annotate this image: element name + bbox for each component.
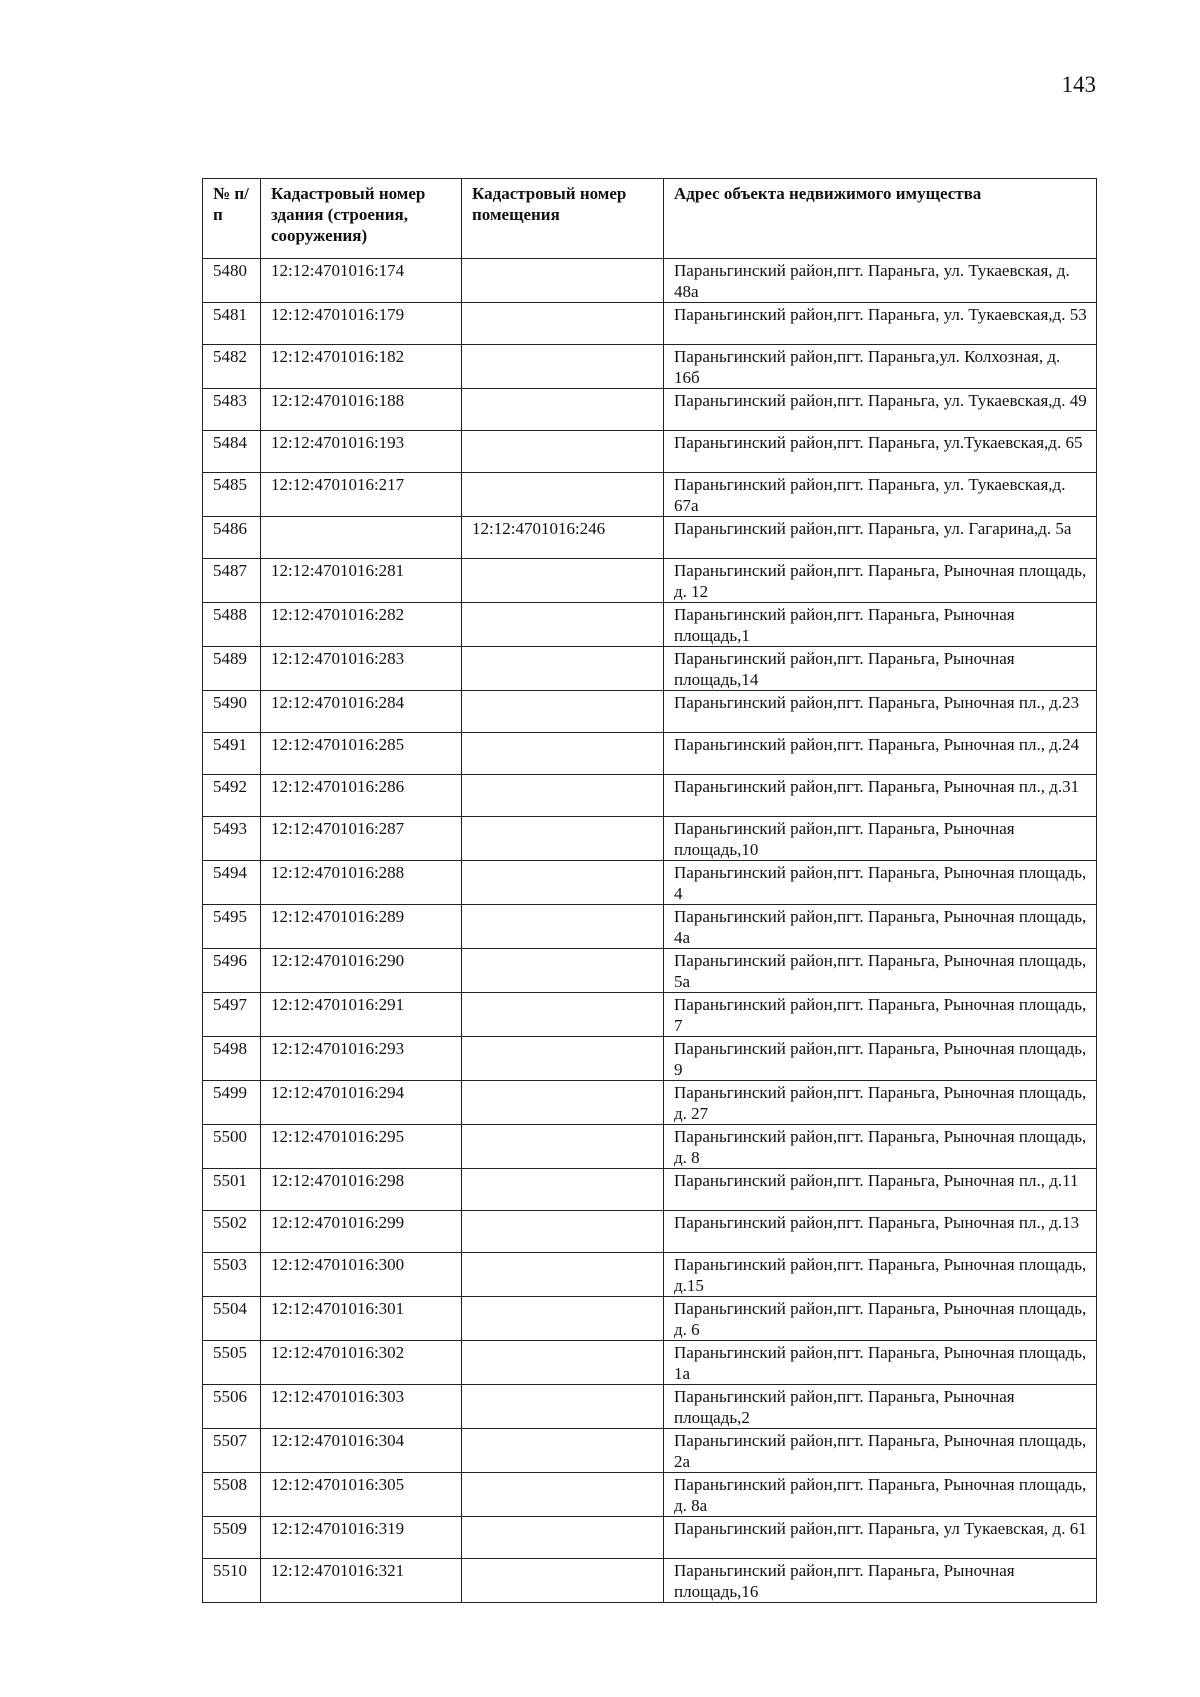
cell-building-cadastral: 12:12:4701016:303 bbox=[261, 1385, 462, 1429]
cell-number: 5488 bbox=[203, 603, 261, 647]
cell-number: 5481 bbox=[203, 303, 261, 345]
table-row bbox=[203, 817, 1097, 861]
table-row bbox=[203, 733, 1097, 775]
cell-premises-cadastral bbox=[462, 775, 664, 817]
cell-address: Параньгинский район,пгт. Параньга, Рыночная площадь, д. 12 bbox=[664, 559, 1097, 603]
cell-building-cadastral: 12:12:4701016:293 bbox=[261, 1037, 462, 1081]
cell-premises-cadastral bbox=[462, 691, 664, 733]
cell-number: 5510 bbox=[203, 1559, 261, 1603]
cell-premises-cadastral bbox=[462, 259, 664, 303]
cell-building-cadastral: 12:12:4701016:294 bbox=[261, 1081, 462, 1125]
cell-number: 5493 bbox=[203, 817, 261, 861]
cell-building-cadastral: 12:12:4701016:291 bbox=[261, 993, 462, 1037]
table-header-row bbox=[203, 179, 1097, 259]
cell-address: Параньгинский район,пгт. Параньга, Рыночная пл., д.31 bbox=[664, 775, 1097, 817]
cell-premises-cadastral bbox=[462, 1125, 664, 1169]
cell-address: Параньгинский район,пгт. Параньга, Рыночная площадь, д. 8а bbox=[664, 1473, 1097, 1517]
cell-premises-cadastral: 12:12:4701016:246 bbox=[462, 517, 664, 559]
cell-premises-cadastral bbox=[462, 431, 664, 473]
cell-number: 5500 bbox=[203, 1125, 261, 1169]
cell-number: 5489 bbox=[203, 647, 261, 691]
cell-address: Параньгинский район,пгт. Параньга, Рыночная площадь,14 bbox=[664, 647, 1097, 691]
cell-building-cadastral: 12:12:4701016:290 bbox=[261, 949, 462, 993]
table-row bbox=[203, 1211, 1097, 1253]
table-row bbox=[203, 647, 1097, 691]
cell-building-cadastral: 12:12:4701016:281 bbox=[261, 559, 462, 603]
cell-premises-cadastral bbox=[462, 993, 664, 1037]
table-row bbox=[203, 1037, 1097, 1081]
cell-building-cadastral: 12:12:4701016:319 bbox=[261, 1517, 462, 1559]
cell-building-cadastral: 12:12:4701016:193 bbox=[261, 431, 462, 473]
cell-building-cadastral: 12:12:4701016:282 bbox=[261, 603, 462, 647]
cell-premises-cadastral bbox=[462, 1341, 664, 1385]
cell-building-cadastral: 12:12:4701016:287 bbox=[261, 817, 462, 861]
cell-building-cadastral: 12:12:4701016:305 bbox=[261, 1473, 462, 1517]
cell-address: Параньгинский район,пгт. Параньга, ул. Гагарина,д. 5а bbox=[664, 517, 1097, 559]
table-row bbox=[203, 1517, 1097, 1559]
cell-premises-cadastral bbox=[462, 1473, 664, 1517]
cell-premises-cadastral bbox=[462, 389, 664, 431]
cell-building-cadastral bbox=[261, 517, 462, 559]
cell-premises-cadastral bbox=[462, 949, 664, 993]
cell-address: Параньгинский район,пгт. Параньга, ул.Тукаевская,д. 65 bbox=[664, 431, 1097, 473]
cell-address: Параньгинский район,пгт. Параньга, ул. Тукаевская,д. 67а bbox=[664, 473, 1097, 517]
cell-number: 5492 bbox=[203, 775, 261, 817]
cell-number: 5499 bbox=[203, 1081, 261, 1125]
table-row bbox=[203, 1429, 1097, 1473]
cell-number: 5504 bbox=[203, 1297, 261, 1341]
cell-number: 5507 bbox=[203, 1429, 261, 1473]
cell-building-cadastral: 12:12:4701016:284 bbox=[261, 691, 462, 733]
cell-address: Параньгинский район,пгт. Параньга, Рыночная пл., д.24 bbox=[664, 733, 1097, 775]
cell-number: 5494 bbox=[203, 861, 261, 905]
cell-number: 5509 bbox=[203, 1517, 261, 1559]
cell-building-cadastral: 12:12:4701016:283 bbox=[261, 647, 462, 691]
cell-premises-cadastral bbox=[462, 817, 664, 861]
table-row bbox=[203, 259, 1097, 303]
cell-building-cadastral: 12:12:4701016:300 bbox=[261, 1253, 462, 1297]
cell-premises-cadastral bbox=[462, 1037, 664, 1081]
cell-number: 5482 bbox=[203, 345, 261, 389]
table-row bbox=[203, 559, 1097, 603]
cell-address: Параньгинский район,пгт. Параньга, Рыночная площадь, 4а bbox=[664, 905, 1097, 949]
cell-premises-cadastral bbox=[462, 647, 664, 691]
cell-premises-cadastral bbox=[462, 1559, 664, 1603]
cell-premises-cadastral bbox=[462, 345, 664, 389]
cell-address: Параньгинский район,пгт. Параньга, Рыночная площадь, 2а bbox=[664, 1429, 1097, 1473]
table-row bbox=[203, 345, 1097, 389]
table-row bbox=[203, 949, 1097, 993]
table-body bbox=[203, 259, 1097, 1603]
table-row bbox=[203, 431, 1097, 473]
table-row bbox=[203, 473, 1097, 517]
cell-address: Параньгинский район,пгт. Параньга, ул. Тукаевская, д. 48а bbox=[664, 259, 1097, 303]
cell-premises-cadastral bbox=[462, 603, 664, 647]
cell-number: 5496 bbox=[203, 949, 261, 993]
table-row bbox=[203, 1253, 1097, 1297]
cell-premises-cadastral bbox=[462, 1429, 664, 1473]
cell-building-cadastral: 12:12:4701016:299 bbox=[261, 1211, 462, 1253]
cell-building-cadastral: 12:12:4701016:295 bbox=[261, 1125, 462, 1169]
header-number: № п/п bbox=[203, 179, 261, 259]
cell-building-cadastral: 12:12:4701016:285 bbox=[261, 733, 462, 775]
cell-premises-cadastral bbox=[462, 559, 664, 603]
cell-premises-cadastral bbox=[462, 303, 664, 345]
cell-building-cadastral: 12:12:4701016:174 bbox=[261, 259, 462, 303]
cell-premises-cadastral bbox=[462, 1385, 664, 1429]
cell-premises-cadastral bbox=[462, 733, 664, 775]
table-row bbox=[203, 517, 1097, 559]
table-row bbox=[203, 1559, 1097, 1603]
cell-building-cadastral: 12:12:4701016:182 bbox=[261, 345, 462, 389]
cell-address: Параньгинский район,пгт. Параньга, ул Тукаевская, д. 61 bbox=[664, 1517, 1097, 1559]
table-row bbox=[203, 389, 1097, 431]
table-row bbox=[203, 1297, 1097, 1341]
cell-building-cadastral: 12:12:4701016:289 bbox=[261, 905, 462, 949]
cell-address: Параньгинский район,пгт. Параньга, ул. Тукаевская,д. 49 bbox=[664, 389, 1097, 431]
cell-address: Параньгинский район,пгт. Параньга, Рыночная площадь, 1а bbox=[664, 1341, 1097, 1385]
header-address: Адрес объекта недвижимого имущества bbox=[664, 179, 1097, 259]
cell-address: Параньгинский район,пгт. Параньга, Рыночная площадь, д. 8 bbox=[664, 1125, 1097, 1169]
cell-address: Параньгинский район,пгт. Параньга, Рыночная площадь, 4 bbox=[664, 861, 1097, 905]
cell-premises-cadastral bbox=[462, 1517, 664, 1559]
cell-premises-cadastral bbox=[462, 1081, 664, 1125]
cell-address: Параньгинский район,пгт. Параньга, ул. Тукаевская,д. 53 bbox=[664, 303, 1097, 345]
cell-building-cadastral: 12:12:4701016:217 bbox=[261, 473, 462, 517]
table-row bbox=[203, 603, 1097, 647]
header-building-cadastral: Кадастровый номер здания (строения, сооружения) bbox=[261, 179, 462, 259]
cell-address: Параньгинский район,пгт. Параньга, Рыночная площадь,1 bbox=[664, 603, 1097, 647]
cell-number: 5495 bbox=[203, 905, 261, 949]
cell-number: 5497 bbox=[203, 993, 261, 1037]
cell-number: 5484 bbox=[203, 431, 261, 473]
cell-premises-cadastral bbox=[462, 1211, 664, 1253]
cell-address: Параньгинский район,пгт. Параньга,ул. Колхозная, д. 16б bbox=[664, 345, 1097, 389]
table-row bbox=[203, 905, 1097, 949]
property-table bbox=[202, 178, 1097, 1603]
table-row bbox=[203, 993, 1097, 1037]
cell-number: 5487 bbox=[203, 559, 261, 603]
header-premises-cadastral: Кадастровый номер помещения bbox=[462, 179, 664, 259]
cell-number: 5486 bbox=[203, 517, 261, 559]
cell-building-cadastral: 12:12:4701016:286 bbox=[261, 775, 462, 817]
cell-address: Параньгинский район,пгт. Параньга, Рыночная площадь,2 bbox=[664, 1385, 1097, 1429]
cell-address: Параньгинский район,пгт. Параньга, Рыночная площадь,10 bbox=[664, 817, 1097, 861]
cell-address: Параньгинский район,пгт. Параньга, Рыночная пл., д.13 bbox=[664, 1211, 1097, 1253]
cell-number: 5503 bbox=[203, 1253, 261, 1297]
cell-building-cadastral: 12:12:4701016:302 bbox=[261, 1341, 462, 1385]
cell-number: 5502 bbox=[203, 1211, 261, 1253]
cell-address: Параньгинский район,пгт. Параньга, Рыночная пл., д.23 bbox=[664, 691, 1097, 733]
table-row bbox=[203, 1169, 1097, 1211]
cell-premises-cadastral bbox=[462, 1169, 664, 1211]
table-row bbox=[203, 303, 1097, 345]
page-number: 143 bbox=[1061, 72, 1096, 97]
cell-premises-cadastral bbox=[462, 473, 664, 517]
cell-building-cadastral: 12:12:4701016:188 bbox=[261, 389, 462, 431]
cell-address: Параньгинский район,пгт. Параньга, Рыночная площадь,16 bbox=[664, 1559, 1097, 1603]
table-row bbox=[203, 691, 1097, 733]
cell-number: 5480 bbox=[203, 259, 261, 303]
cell-number: 5485 bbox=[203, 473, 261, 517]
cell-number: 5505 bbox=[203, 1341, 261, 1385]
table-row bbox=[203, 1081, 1097, 1125]
cell-number: 5508 bbox=[203, 1473, 261, 1517]
table-row bbox=[203, 1473, 1097, 1517]
table-row bbox=[203, 1125, 1097, 1169]
cell-number: 5506 bbox=[203, 1385, 261, 1429]
cell-building-cadastral: 12:12:4701016:179 bbox=[261, 303, 462, 345]
cell-address: Параньгинский район,пгт. Параньга, Рыночная площадь, д. 6 bbox=[664, 1297, 1097, 1341]
cell-address: Параньгинский район,пгт. Параньга, Рыночная площадь, д. 27 bbox=[664, 1081, 1097, 1125]
cell-premises-cadastral bbox=[462, 905, 664, 949]
cell-number: 5483 bbox=[203, 389, 261, 431]
cell-building-cadastral: 12:12:4701016:288 bbox=[261, 861, 462, 905]
table-row bbox=[203, 775, 1097, 817]
cell-building-cadastral: 12:12:4701016:321 bbox=[261, 1559, 462, 1603]
cell-number: 5491 bbox=[203, 733, 261, 775]
cell-building-cadastral: 12:12:4701016:301 bbox=[261, 1297, 462, 1341]
cell-number: 5490 bbox=[203, 691, 261, 733]
cell-premises-cadastral bbox=[462, 1297, 664, 1341]
cell-address: Параньгинский район,пгт. Параньга, Рыночная площадь, д.15 bbox=[664, 1253, 1097, 1297]
cell-building-cadastral: 12:12:4701016:298 bbox=[261, 1169, 462, 1211]
table-row bbox=[203, 1341, 1097, 1385]
cell-premises-cadastral bbox=[462, 861, 664, 905]
table-row bbox=[203, 1385, 1097, 1429]
cell-address: Параньгинский район,пгт. Параньга, Рыночная площадь, 9 bbox=[664, 1037, 1097, 1081]
cell-address: Параньгинский район,пгт. Параньга, Рыночная площадь, 5а bbox=[664, 949, 1097, 993]
cell-number: 5501 bbox=[203, 1169, 261, 1211]
cell-address: Параньгинский район,пгт. Параньга, Рыночная пл., д.11 bbox=[664, 1169, 1097, 1211]
cell-number: 5498 bbox=[203, 1037, 261, 1081]
table-row bbox=[203, 861, 1097, 905]
cell-building-cadastral: 12:12:4701016:304 bbox=[261, 1429, 462, 1473]
cell-address: Параньгинский район,пгт. Параньга, Рыночная площадь, 7 bbox=[664, 993, 1097, 1037]
cell-premises-cadastral bbox=[462, 1253, 664, 1297]
